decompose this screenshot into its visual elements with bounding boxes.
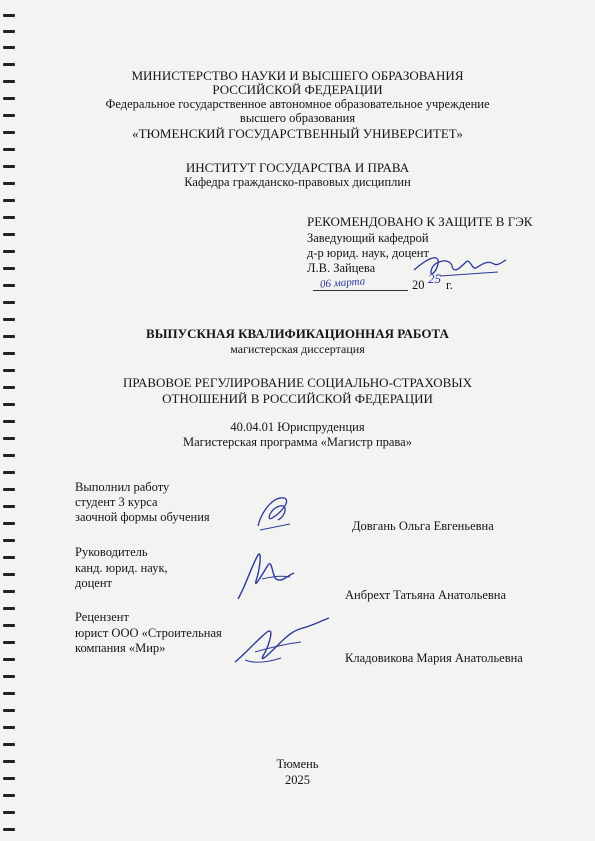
author-role3: заочной формы обучения: [75, 510, 210, 524]
handwritten-date: 06 марта: [319, 275, 366, 291]
reviewer-role2: юрист ООО «Строительная: [75, 626, 222, 640]
department-name: Кафедра гражданско-правовых дисциплин: [184, 175, 411, 189]
supervisor-role3: доцент: [75, 576, 112, 590]
author-role1: Выполнил работу: [75, 480, 170, 494]
approval-title: РЕКОМЕНДОВАНО К ЗАЩИТЕ В ГЭК: [307, 214, 533, 229]
year-suffix: г.: [446, 278, 453, 292]
footer-city: Тюмень: [276, 757, 319, 771]
approval-head-name: Л.В. Зайцева: [307, 261, 376, 275]
program-name: Магистерская программа «Магистр права»: [183, 435, 412, 449]
supervisor-signature: [232, 545, 302, 605]
specialty-code: 40.04.01 Юриспруденция: [230, 420, 365, 434]
supervisor-role2: канд. юрид. наук,: [75, 561, 168, 575]
author-signature: [250, 490, 300, 534]
ministry-line2: РОССИЙСКОЙ ФЕДЕРАЦИИ: [212, 82, 383, 97]
author-name: Довгань Ольга Евгеньевна: [352, 519, 494, 533]
approval-line2: д-р юрид. наук, доцент: [307, 246, 429, 260]
university-name: «ТЮМЕНСКИЙ ГОСУДАРСТВЕННЫЙ УНИВЕРСИТЕТ»: [132, 126, 463, 141]
ministry-line1: МИНИСТЕРСТВО НАУКИ И ВЫСШЕГО ОБРАЗОВАНИЯ: [131, 68, 464, 83]
work-subtype: магистерская диссертация: [230, 342, 365, 356]
supervisor-role1: Руководитель: [75, 545, 148, 559]
work-title-line2: ОТНОШЕНИЙ В РОССИЙСКОЙ ФЕДЕРАЦИИ: [162, 391, 433, 406]
approval-line1: Заведующий кафедрой: [307, 231, 429, 245]
work-type: ВЫПУСКНАЯ КВАЛИФИКАЦИОННАЯ РАБОТА: [146, 326, 449, 341]
handwritten-year: 25: [428, 271, 441, 286]
institution-line1: Федеральное государственное автономное образовательное учреждение: [105, 97, 490, 111]
reviewer-role1: Рецензент: [75, 610, 129, 624]
reviewer-role3: компания «Мир»: [75, 641, 166, 655]
reviewer-signature: [225, 612, 335, 672]
work-title-line1: ПРАВОВОЕ РЕГУЛИРОВАНИЕ СОЦИАЛЬНО-СТРАХОВЫХ: [123, 375, 472, 390]
reviewer-name: Кладовикова Мария Анатольевна: [345, 651, 523, 665]
supervisor-name: Анбрехт Татьяна Анатольевна: [345, 588, 507, 602]
footer-year: 2025: [285, 773, 310, 787]
institution-line2: высшего образования: [239, 111, 356, 125]
author-role2: студент 3 курса: [75, 495, 158, 509]
year-prefix: 20: [412, 278, 425, 292]
head-signature: [410, 250, 510, 282]
institute-name: ИНСТИТУТ ГОСУДАРСТВА И ПРАВА: [185, 160, 410, 175]
